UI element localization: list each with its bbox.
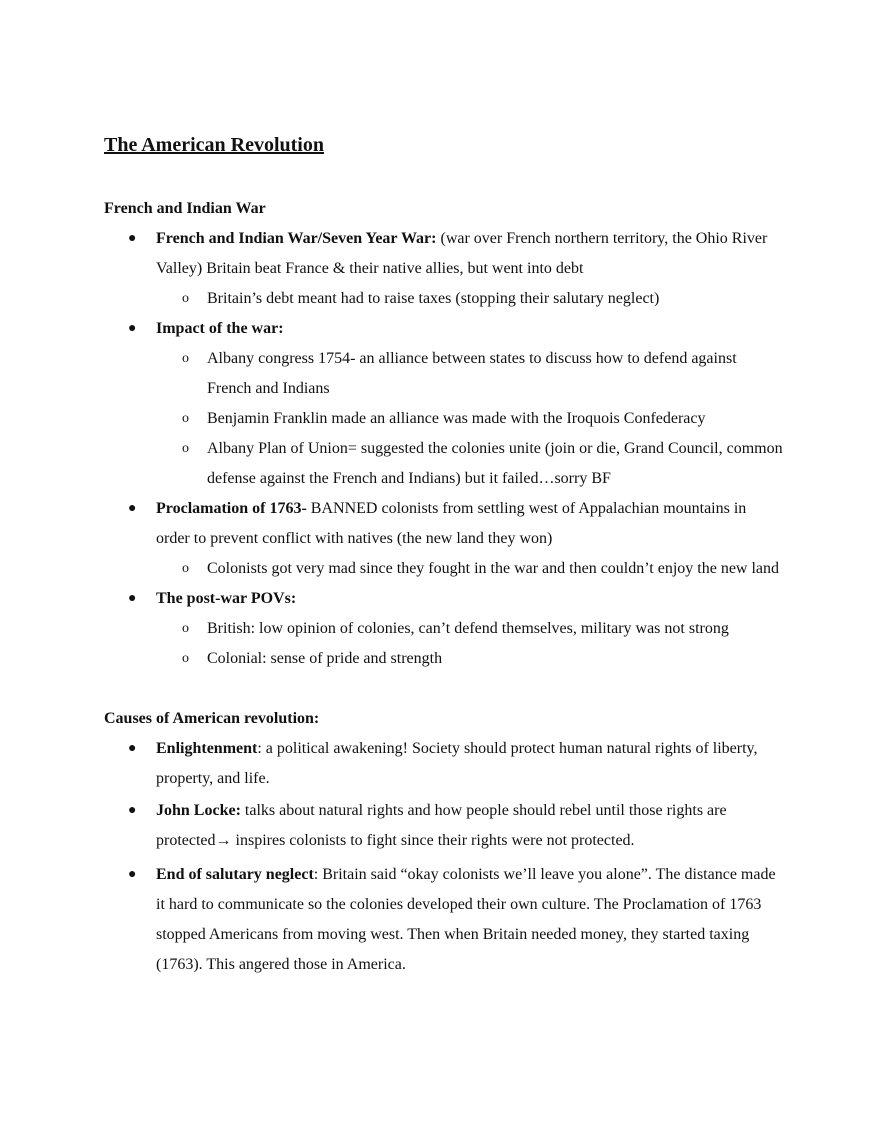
item-text: : a political awakening! Society should protect human natural rights of liberty, property, and life.: [156, 740, 758, 787]
sub-list-item: [104, 644, 784, 674]
item-text: talks about natural rights and how people should rebel until those rights are protected→ inspires colonists to fight since their rights were not protected.: [156, 802, 727, 849]
sub-bullet-icon: o: [182, 651, 189, 666]
item-term: Proclamation of 1763-: [156, 500, 307, 517]
item-term: The post-war POVs:: [156, 590, 297, 607]
sub-item-text: British: low opinion of colonies, can’t defend themselves, military was not strong: [207, 620, 729, 637]
sub-bullet-icon: o: [182, 621, 189, 636]
item-term: French and Indian War/Seven Year War:: [156, 230, 437, 247]
sub-list-item: [104, 344, 784, 404]
item-text: (war over French northern territory, the Ohio River Valley) Britain beat France & their native allies, but went into debt: [156, 230, 768, 277]
bullet-icon: ●: [128, 591, 137, 606]
bullet-icon: ●: [128, 803, 137, 818]
list-item: [104, 796, 784, 856]
section-causes-of-revolution: [104, 704, 784, 980]
document-page: [104, 130, 784, 980]
bullet-icon: ●: [128, 321, 137, 336]
sub-item-text: Colonists got very mad since they fought in the war and then couldn’t enjoy the new land: [207, 560, 780, 577]
item-term: Impact of the war:: [156, 320, 284, 337]
list-item: [104, 224, 784, 284]
sub-list-item: [104, 434, 784, 494]
bullet-icon: ●: [128, 501, 137, 516]
section-french-indian-war: [104, 194, 784, 674]
sub-bullet-icon: o: [182, 441, 189, 456]
sub-item-text: Albany congress 1754- an alliance between states to discuss how to defend against French and Indians: [207, 350, 737, 397]
item-text: BANNED colonists from settling west of Appalachian mountains in order to prevent conflict with natives (the new land they won): [156, 500, 747, 547]
sub-item-text: Benjamin Franklin made an alliance was made with the Iroquois Confederacy: [207, 410, 706, 427]
sub-item-text: Colonial: sense of pride and strength: [207, 650, 443, 667]
sub-bullet-icon: o: [182, 351, 189, 366]
sub-bullet-icon: o: [182, 561, 189, 576]
list-item: [104, 860, 784, 980]
bullet-icon: ●: [128, 741, 137, 756]
item-term: Enlightenment: [156, 740, 258, 757]
page-title: The American Revolution: [104, 134, 324, 156]
item-term: End of salutary neglect: [156, 866, 314, 883]
sub-bullet-icon: o: [182, 291, 189, 306]
section-heading: French and Indian War: [104, 200, 266, 217]
item-text: : Britain said “okay colonists we’ll leave you alone”. The distance made it hard to communicate so the colonies developed their own culture. The Proclamation of 1763 stopped Americans from moving west. Then when Britain needed money, they started taxing (1763). This angered those in America.: [156, 866, 776, 973]
sub-bullet-icon: o: [182, 411, 189, 426]
sub-item-text: Albany Plan of Union= suggested the colonies unite (join or die, Grand Council, common defense against the French and Indians) but it failed…sorry BF: [207, 440, 783, 487]
list-item: [104, 734, 784, 794]
sub-list-item: [104, 554, 784, 584]
item-term: John Locke:: [156, 802, 241, 819]
list-item: [104, 494, 784, 554]
section-heading: Causes of American revolution:: [104, 710, 320, 727]
sub-item-text: Britain’s debt meant had to raise taxes (stopping their salutary neglect): [207, 290, 660, 307]
list-item: [104, 314, 784, 344]
sub-list-item: [104, 614, 784, 644]
sub-list-item: [104, 284, 784, 314]
list-item: [104, 584, 784, 614]
sub-list-item: [104, 404, 784, 434]
bullet-icon: ●: [128, 231, 137, 246]
bullet-icon: ●: [128, 867, 137, 882]
